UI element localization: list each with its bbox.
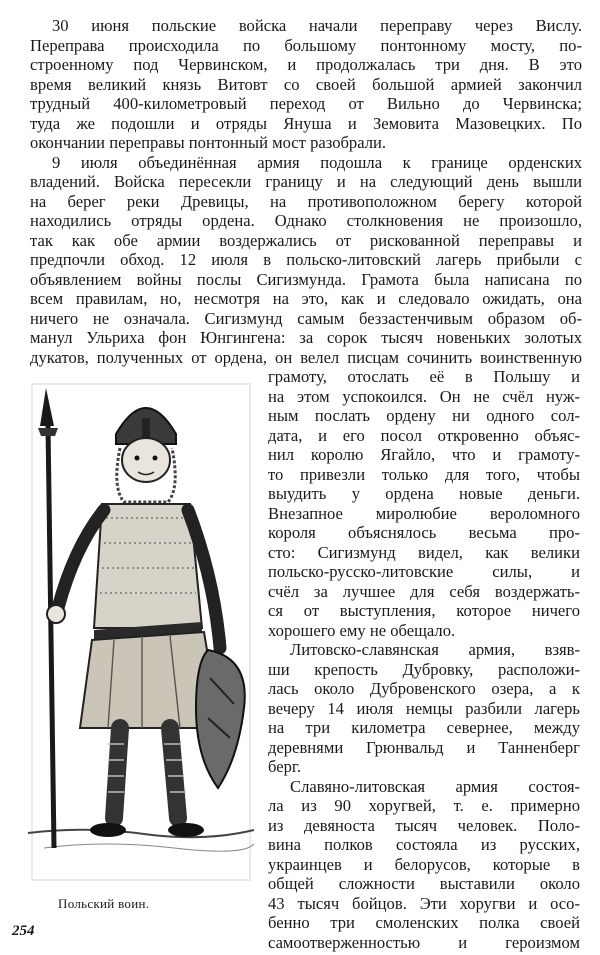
- leg-right: [170, 728, 178, 818]
- foot-left: [90, 823, 126, 837]
- text-line: находились отряды ордена. Однако столкновения не произошло,: [30, 211, 582, 230]
- text-line: вина полков состояла из русских,: [268, 835, 580, 854]
- text-line: на три километра севернее, между: [268, 718, 580, 737]
- text-line: то привезли только для того, чтобы: [268, 464, 580, 484]
- text-line: владений. Войска пересекли границу и на следующий день вышли: [30, 172, 582, 191]
- warrior-illustration: [24, 378, 258, 886]
- page-number: 254: [12, 923, 35, 939]
- leg-left: [114, 728, 120, 818]
- spear-socket: [38, 428, 58, 436]
- text-line: хорошего ему не обещало.: [268, 620, 456, 640]
- ground-line: [28, 830, 254, 837]
- text-line: украинцев и белорусов, которые в: [268, 854, 580, 874]
- text-line: ся от выступления, которое ничего: [268, 601, 580, 620]
- text-line: нил королю Ягайло, что и грамоту-: [268, 445, 580, 464]
- text-line: на берег реки Древицы, на противоположном берегу которой: [30, 191, 582, 211]
- eye-left: [135, 456, 140, 461]
- text-line: лась около Дубровенского озера, а к: [268, 679, 580, 698]
- text-line: окончании переправы понтонный мост разобрали.: [30, 133, 387, 152]
- text-line: Внезапное миролюбие вероломного: [268, 503, 580, 523]
- text-line: Переправа происходила по большому понтонному мосту, по-: [30, 35, 582, 55]
- figure-caption: Польский воин.: [58, 896, 150, 911]
- text-line: из девяноста тысяч человек. Поло-: [268, 815, 580, 835]
- eye-right: [153, 456, 158, 461]
- text-line: ла из 90 хоругвей, т. е. примерно: [268, 796, 580, 815]
- text-line: счёл за лучшее для себя воздержать-: [268, 581, 580, 601]
- text-line: общей сложности выставили около: [268, 874, 580, 893]
- text-line: деревнями Грюнвальд и Танненберг: [268, 737, 580, 757]
- text-line: самоотверженностью и героизмом: [268, 932, 580, 952]
- text-line: вечеру 14 июля немцы разбили лагерь: [268, 698, 580, 718]
- spear-head: [40, 388, 54, 426]
- text-line: сто: Сигизмунд видел, как велики: [268, 542, 580, 562]
- text-line: так как обе армии воздержались от рискованной переправы и: [30, 230, 582, 250]
- text-line: время великий князь Витовт со своей большой армией закончил: [30, 74, 582, 94]
- ground-shadow: [44, 844, 254, 851]
- text-line: предпочли обход. 12 июля в польско-литовский лагерь прибыли с: [30, 250, 582, 269]
- text-line: всем правилам, но, несмотря на это, как и следовало ожидать, она: [30, 289, 582, 308]
- text-line: бенно три смоленских полка своей: [268, 913, 580, 932]
- text-line: туда же подошли и отряды Януша и Земовита Мазовецких. По: [30, 113, 582, 133]
- text-line: берг.: [268, 757, 301, 776]
- face: [122, 438, 170, 482]
- spear-shaft: [48, 426, 54, 848]
- text-line: объявлением войны послы Сигизмунда. Грамота была написана по: [30, 269, 582, 289]
- text-line: строенному под Червинском, и продолжалась три дня. В это: [30, 55, 582, 74]
- text-line: грамоту, отослать её в Польшу и: [268, 367, 580, 386]
- hand-left: [47, 605, 65, 623]
- shield: [196, 650, 245, 788]
- text-line: ши крепость Дубровку, расположи-: [268, 659, 580, 679]
- text-line: ным послать ордену ни одного сол-: [268, 406, 580, 425]
- text-line: 9 июля объединённая армия подошла к границе орденских: [52, 152, 582, 172]
- text-line: ничего не означала. Сигизмунд самым беззастенчивым образом об-: [30, 308, 582, 328]
- foot-right: [168, 823, 204, 837]
- text-line: трудный 400-километровый переход от Вильно до Червинска;: [30, 94, 582, 113]
- text-line: дата, и его посол откровенно объяс-: [268, 425, 580, 445]
- text-line: короля объяснялось весьма про-: [268, 523, 580, 542]
- text-line: польско-русско-литовские силы, и: [268, 562, 580, 581]
- text-line: Литовско-славянская армия, взяв-: [290, 640, 580, 659]
- text-line: выудить у ордена новые деньги.: [268, 484, 580, 503]
- text-line: 30 июня польские войска начали переправу через Вислу.: [52, 16, 582, 35]
- text-line: Славяно-литовская армия состоя-: [290, 776, 580, 796]
- text-line: на этом успокоился. Он не счёл нуж-: [268, 386, 580, 406]
- text-line: 43 тысяч бойцов. Эти хоругви и осо-: [268, 893, 580, 913]
- text-line: дукатов, полученных от ордена, он велел писцам сочинить воинственную: [30, 347, 582, 367]
- text-line: манул Ульриха фон Юнгингена: за сорок тысяч новеньких золотых: [30, 328, 582, 347]
